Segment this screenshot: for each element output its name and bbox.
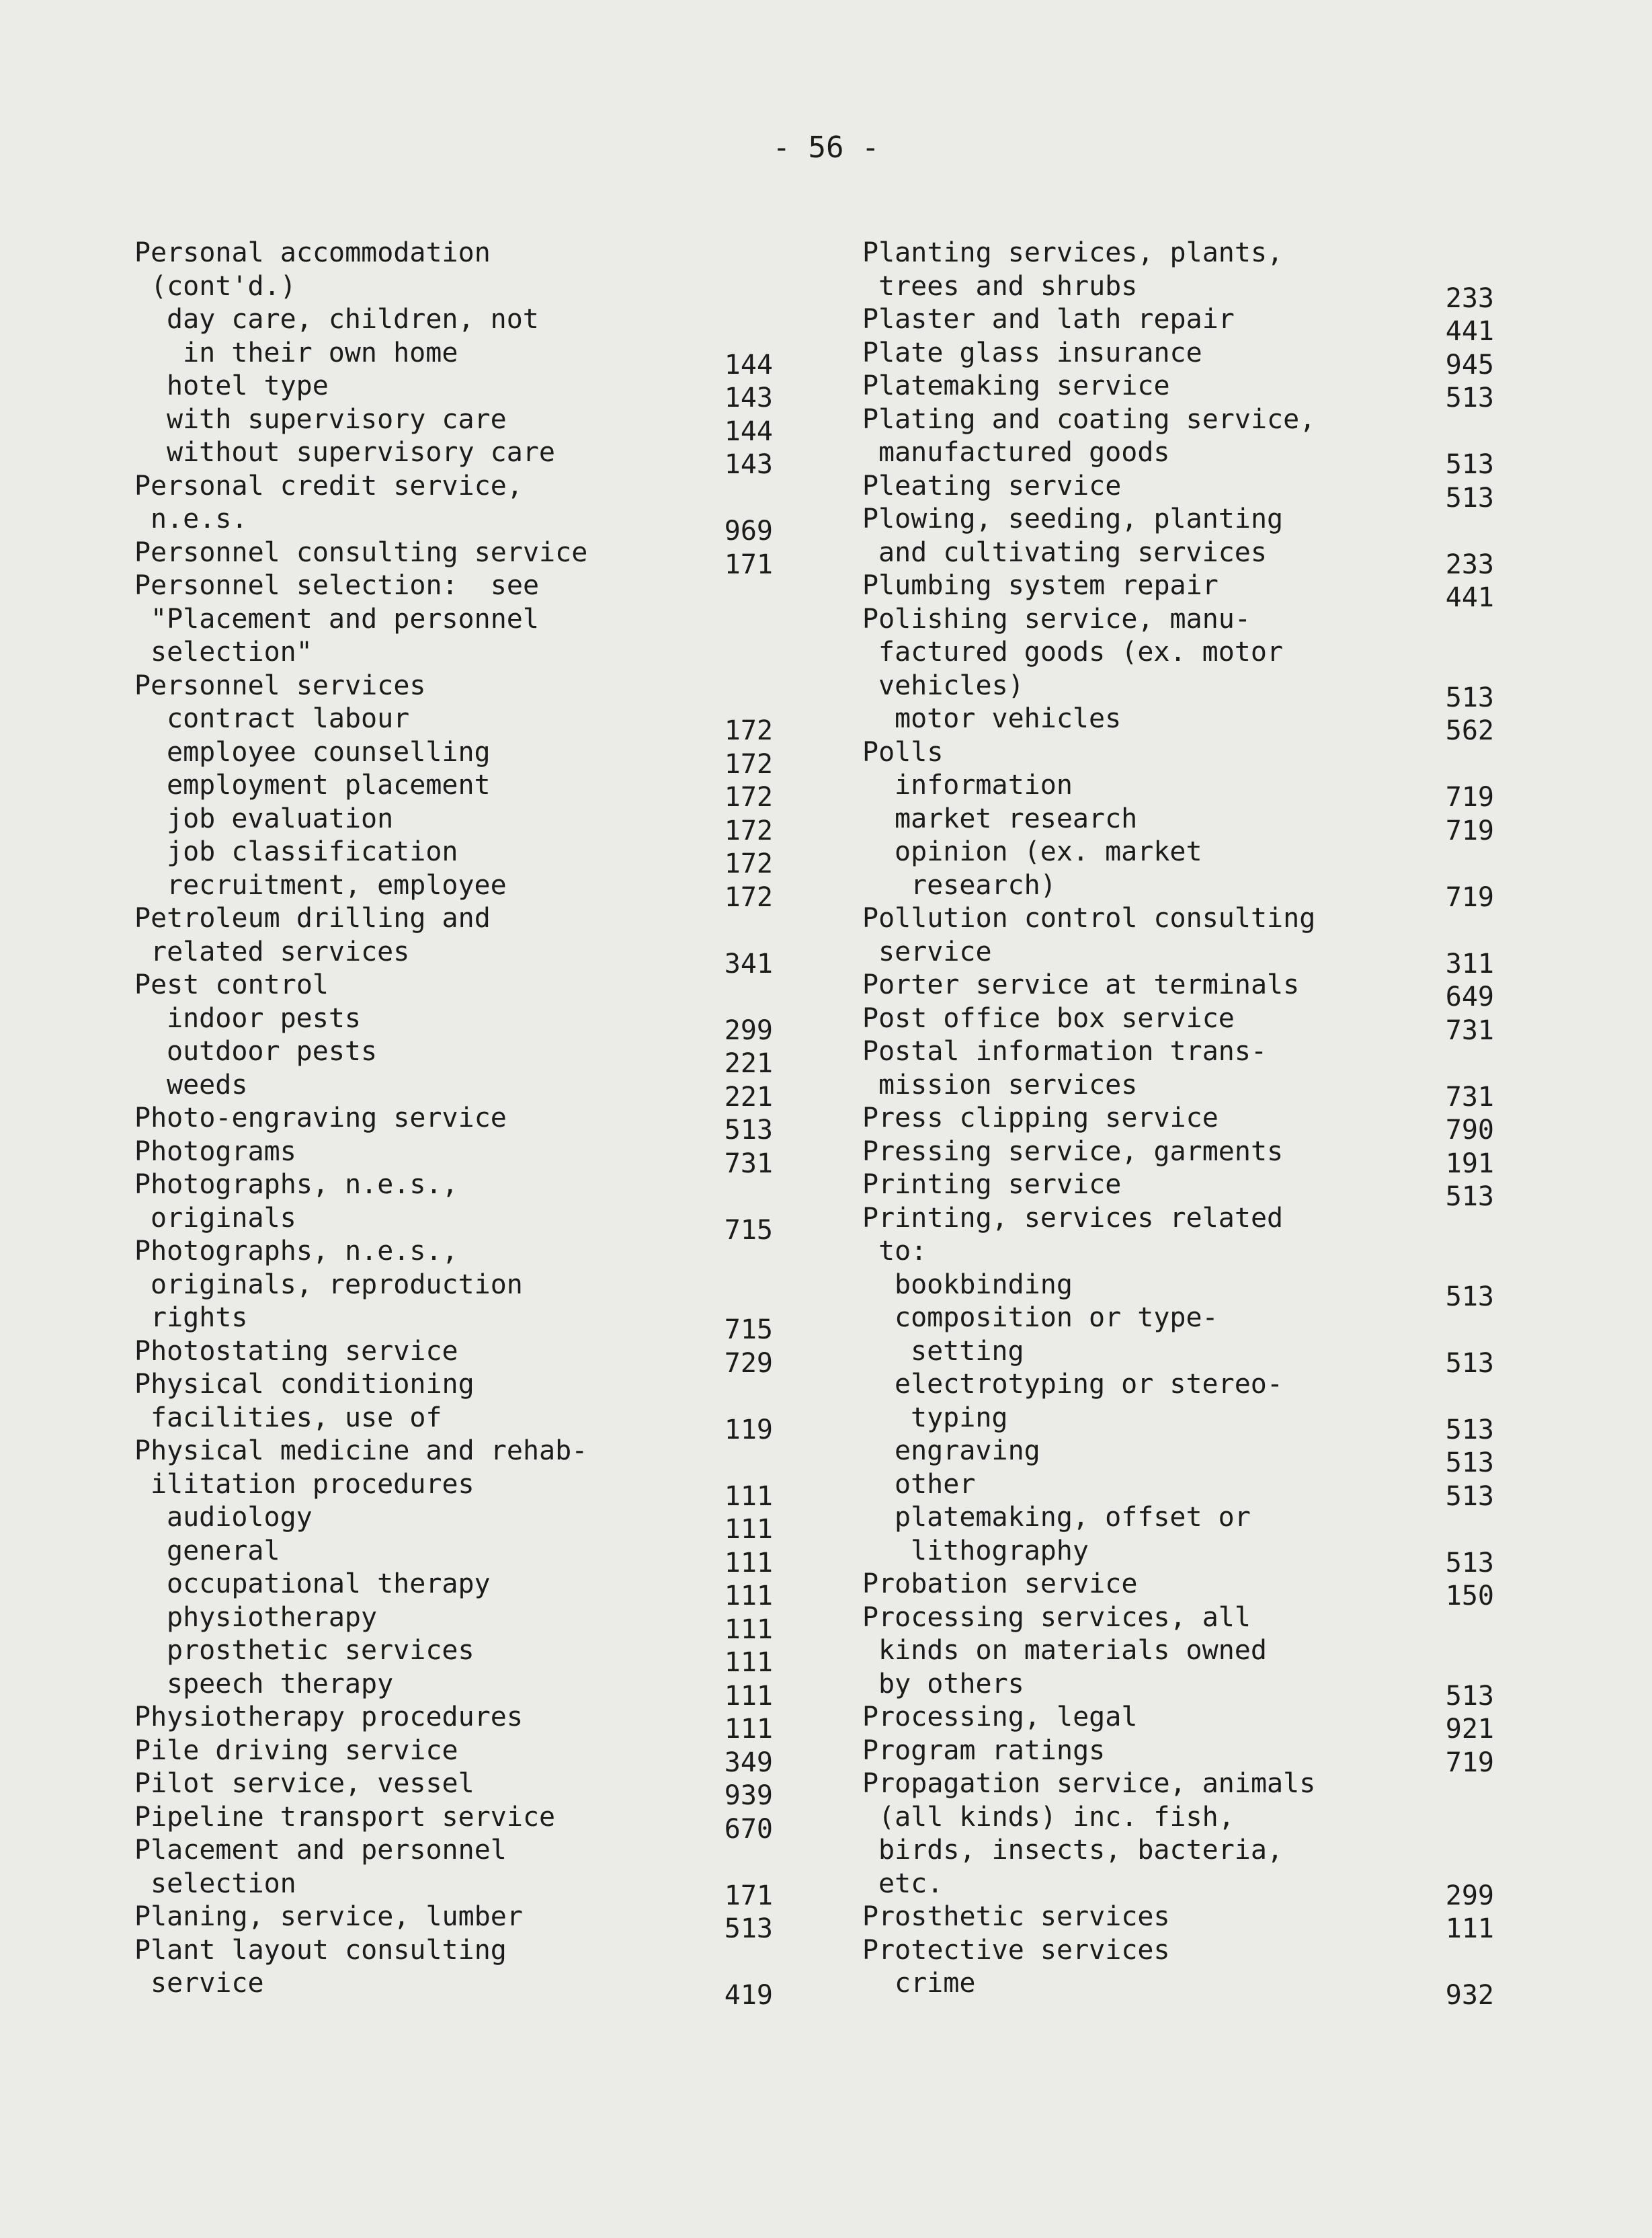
- index-entry: [862, 503, 1508, 536]
- index-entry-text: Photostating service: [134, 1335, 458, 1367]
- index-entry-text: physiotherapy: [167, 1601, 378, 1633]
- index-entry: [134, 1634, 780, 1678]
- index-entry: [862, 270, 1508, 314]
- index-entry: [134, 1335, 780, 1379]
- index-entry-text: recruitment, employee: [167, 869, 507, 901]
- index-entry-text: setting: [911, 1335, 1024, 1367]
- index-entry-text: Porter service at terminals: [862, 969, 1300, 1000]
- index-entry-code: 649: [1445, 982, 1494, 1012]
- index-entry: [862, 1868, 1508, 1911]
- index-entry-text: Plaster and lath repair: [862, 304, 1235, 335]
- index-entry: [862, 1335, 1508, 1379]
- index-entry-text: platemaking, offset or: [895, 1502, 1251, 1533]
- index-entry-text: lithography: [911, 1535, 1089, 1566]
- index-entry-text: general: [167, 1535, 280, 1566]
- index-entry: [134, 1834, 780, 1868]
- index-entry: [134, 536, 780, 580]
- index-entry-text: and cultivating services: [878, 536, 1267, 568]
- index-entry-code: 111: [724, 1581, 773, 1611]
- index-entry-code: 172: [724, 815, 773, 846]
- index-entry-text: in their own home: [183, 337, 458, 368]
- index-entry-text: Pressing service, garments: [862, 1135, 1284, 1167]
- index-entry: [134, 1901, 780, 1944]
- index-entry-code: 299: [724, 1014, 773, 1046]
- index-entry-code: 969: [724, 516, 773, 547]
- index-entry-text: Platemaking service: [862, 370, 1170, 401]
- index-entry-text: with supervisory care: [167, 403, 507, 435]
- index-entry: [134, 1302, 780, 1345]
- index-entry-code: 299: [1445, 1880, 1494, 1911]
- index-entry-text: Postal information trans-: [862, 1036, 1268, 1067]
- index-entry-code: 513: [1445, 1480, 1494, 1512]
- index-entry: [134, 969, 780, 1002]
- index-entry-text: Probation service: [862, 1568, 1138, 1599]
- index-entry: [862, 1701, 1508, 1745]
- index-entry-text: occupational therapy: [167, 1568, 491, 1599]
- index-entry: [862, 803, 1508, 846]
- index-entry: [862, 237, 1508, 270]
- index-entry-text: ilitation procedures: [151, 1468, 474, 1500]
- index-entry-code: 513: [1445, 482, 1494, 514]
- index-entry-text: Personnel services: [134, 670, 426, 701]
- index-entry: [134, 1568, 780, 1611]
- index-entry: [134, 1734, 780, 1778]
- index-entry: [134, 1601, 780, 1645]
- index-entry: [862, 1967, 1508, 2011]
- index-entry-text: Personal credit service,: [134, 470, 523, 502]
- index-entry: [862, 936, 1508, 980]
- index-entry: [862, 769, 1508, 813]
- index-entry-text: Polls: [862, 736, 944, 768]
- index-entry: [862, 1002, 1508, 1046]
- index-entry-code: 150: [1445, 1581, 1494, 1611]
- index-entry-code: 111: [724, 1714, 773, 1745]
- index-entry: [862, 569, 1508, 613]
- index-entry-text: service: [151, 1968, 264, 1999]
- index-entry-code: 731: [724, 1148, 773, 1179]
- index-entry-text: Plowing, seeding, planting: [862, 504, 1284, 534]
- index-entry-code: 111: [724, 1613, 773, 1645]
- index-entry-text: Pipeline transport service: [134, 1801, 556, 1833]
- index-entry-code: 513: [1445, 1447, 1494, 1478]
- index-entry-text: mission services: [878, 1069, 1138, 1101]
- index-entry-text: Post office box service: [862, 1002, 1235, 1034]
- index-entry: [134, 1701, 780, 1745]
- index-entry: [134, 769, 780, 813]
- index-entry: [134, 1035, 780, 1079]
- index-entry-text: etc.: [878, 1868, 944, 1899]
- index-entry-code: 111: [1445, 1913, 1494, 1944]
- index-entry-text: manufactured goods: [878, 437, 1170, 468]
- index-entry-code: 513: [724, 1913, 773, 1944]
- index-entry-text: Printing, services related: [862, 1202, 1284, 1234]
- index-entry-text: market research: [895, 803, 1138, 834]
- index-entry-text: birds, insects, bacteria,: [878, 1835, 1284, 1866]
- index-entry-text: Personal accommodation: [134, 237, 491, 268]
- index-entry-code: 143: [724, 383, 773, 413]
- index-entry-text: opinion (ex. market: [895, 836, 1202, 867]
- index-entry-text: contract labour: [167, 703, 410, 734]
- index-entry: [862, 1601, 1508, 1635]
- index-entry: [862, 470, 1508, 514]
- index-entry: [862, 1901, 1508, 1944]
- index-entry-code: 719: [1445, 1747, 1494, 1778]
- index-entry: [862, 1767, 1508, 1801]
- index-entry-text: job evaluation: [167, 803, 394, 834]
- index-entry-text: Planing, service, lumber: [134, 1901, 523, 1932]
- index-entry-code: 172: [724, 782, 773, 813]
- index-entry-text: job classification: [167, 836, 458, 867]
- index-entry-code: 513: [1445, 1281, 1494, 1312]
- index-entry: [134, 902, 780, 936]
- index-entry-text: (cont'd.): [151, 270, 296, 302]
- index-entry-text: Pile driving service: [134, 1734, 458, 1766]
- index-entry-code: 731: [1445, 1014, 1494, 1046]
- index-entry: [862, 1501, 1508, 1535]
- index-entry-code: 119: [724, 1414, 773, 1445]
- index-entry: [134, 1435, 780, 1468]
- index-entry-code: 562: [1445, 715, 1494, 746]
- index-entry-text: to:: [878, 1236, 927, 1267]
- index-entry-text: selection": [151, 637, 313, 668]
- index-entry: [134, 1269, 780, 1302]
- index-entry: [862, 436, 1508, 480]
- index-entry-text: Pleating service: [862, 470, 1122, 502]
- index-entry: [134, 603, 780, 637]
- index-entry-text: service: [878, 936, 992, 967]
- index-entry-text: crime: [895, 1968, 976, 1999]
- index-entry-code: 311: [1445, 948, 1494, 980]
- index-entry-code: 171: [724, 549, 773, 580]
- index-entry-text: day care, children, not: [167, 304, 539, 335]
- index-entry-text: Photo-engraving service: [134, 1103, 507, 1133]
- index-entry-text: Planting services, plants,: [862, 237, 1284, 268]
- index-entry: [862, 1435, 1508, 1478]
- page-number: - 56 -: [772, 130, 880, 165]
- index-entry: [134, 337, 780, 381]
- index-entry-text: Plating and coating service,: [862, 403, 1316, 435]
- index-entry-code: 221: [724, 1081, 773, 1113]
- index-entry-code: 143: [724, 449, 773, 480]
- index-entry-text: Pilot service, vessel: [134, 1768, 474, 1799]
- index-entry-text: research): [911, 869, 1057, 901]
- index-entry-text: Processing services, all: [862, 1601, 1251, 1633]
- index-entry-text: Placement and personnel: [134, 1835, 507, 1866]
- index-entry-text: facilities, use of: [151, 1402, 442, 1433]
- index-entry-text: weeds: [167, 1069, 248, 1101]
- index-entry: [134, 303, 780, 337]
- index-entry-text: indoor pests: [167, 1002, 361, 1034]
- index-entry-text: other: [895, 1468, 976, 1500]
- index-entry: [862, 869, 1508, 913]
- index-entry: [134, 1668, 780, 1712]
- index-entry-text: Prosthetic services: [862, 1901, 1170, 1932]
- index-entry: [862, 1302, 1508, 1335]
- index-entry-code: 513: [724, 1115, 773, 1146]
- index-entry-text: related services: [151, 936, 410, 967]
- index-entry-code: 513: [1445, 682, 1494, 713]
- index-entry-code: 715: [724, 1314, 773, 1345]
- index-entry: [134, 1801, 780, 1845]
- index-entry-text: Processing, legal: [862, 1702, 1138, 1732]
- index-entry-text: Press clipping service: [862, 1103, 1219, 1133]
- index-entry: [862, 1734, 1508, 1778]
- index-entry: [134, 803, 780, 846]
- index-entry-code: 349: [724, 1747, 773, 1778]
- index-entry-text: by others: [878, 1668, 1024, 1700]
- index-entry-text: motor vehicles: [895, 703, 1122, 734]
- index-entry-text: originals, reproduction: [151, 1269, 523, 1300]
- index-column-left: [134, 237, 780, 2011]
- index-column-right: [862, 237, 1508, 2011]
- index-entry: [134, 470, 780, 504]
- index-entry-text: (all kinds) inc. fish,: [878, 1801, 1235, 1833]
- index-entry: [134, 1168, 780, 1202]
- index-entry: [862, 1235, 1508, 1269]
- index-entry-code: 932: [1445, 1980, 1494, 2011]
- index-entry-text: Personnel selection: see: [134, 570, 540, 601]
- index-entry-code: 719: [1445, 782, 1494, 813]
- index-entry: [134, 503, 780, 547]
- index-entry-code: 790: [1445, 1115, 1494, 1146]
- index-entry-text: Pest control: [134, 969, 329, 1000]
- index-entry: [134, 1868, 780, 1911]
- index-entry-text: Photographs, n.e.s.,: [134, 1169, 458, 1200]
- index-entry: [862, 1135, 1508, 1179]
- index-entry-code: 513: [1445, 1347, 1494, 1379]
- index-entry-text: Plant layout consulting: [134, 1934, 507, 1966]
- index-entry-code: 191: [1445, 1148, 1494, 1179]
- index-entry: [134, 936, 780, 980]
- index-entry: [862, 603, 1508, 637]
- index-entry-code: 513: [1445, 1414, 1494, 1445]
- index-entry-code: 111: [724, 1547, 773, 1578]
- index-entry-code: 670: [724, 1813, 773, 1845]
- index-entry-text: Polishing service, manu-: [862, 603, 1251, 635]
- index-entry: [134, 1767, 780, 1811]
- index-entry: [862, 902, 1508, 936]
- index-entry-code: 172: [724, 715, 773, 746]
- index-entry-text: Protective services: [862, 1934, 1170, 1966]
- index-entry-text: rights: [151, 1302, 248, 1333]
- index-entry-text: outdoor pests: [167, 1036, 378, 1067]
- index-entry-code: 111: [724, 1480, 773, 1512]
- index-entry: [134, 636, 780, 670]
- index-entry-text: Printing service: [862, 1169, 1122, 1200]
- index-entry: [134, 370, 780, 413]
- index-entry-code: 945: [1445, 349, 1494, 381]
- index-entry: [862, 1202, 1508, 1236]
- index-entry: [134, 1402, 780, 1445]
- index-entry: [862, 1269, 1508, 1312]
- index-entry: [862, 1035, 1508, 1069]
- index-entry: [862, 303, 1508, 347]
- index-entry: [134, 1967, 780, 2011]
- index-entry-code: 513: [1445, 1181, 1494, 1212]
- index-entry: [862, 836, 1508, 869]
- index-entry-text: without supervisory care: [167, 437, 555, 468]
- index-entry-text: audiology: [167, 1502, 313, 1533]
- index-entry-code: 172: [724, 748, 773, 780]
- index-entry-text: electrotyping or stereo-: [895, 1369, 1283, 1400]
- index-entry-code: 441: [1445, 316, 1494, 347]
- index-entry: [862, 536, 1508, 580]
- index-entry: [134, 1135, 780, 1179]
- index-entry-text: bookbinding: [895, 1269, 1073, 1300]
- index-entry: [862, 1468, 1508, 1512]
- index-entry: [134, 436, 780, 480]
- index-entry-text: Pollution control consulting: [862, 903, 1316, 934]
- index-entry-code: 144: [724, 349, 773, 381]
- index-entry: [862, 670, 1508, 713]
- index-entry: [862, 370, 1508, 413]
- index-entry: [862, 969, 1508, 1012]
- index-entry: [134, 1535, 780, 1578]
- index-entry-code: 729: [724, 1347, 773, 1379]
- index-entry-code: 731: [1445, 1081, 1494, 1113]
- index-entry-text: Personnel consulting service: [134, 536, 588, 568]
- index-entry: [862, 1069, 1508, 1113]
- index-entry-code: 921: [1445, 1714, 1494, 1745]
- index-entry-code: 341: [724, 948, 773, 980]
- index-entry: [862, 703, 1508, 746]
- index-entry-text: trees and shrubs: [878, 270, 1138, 302]
- index-entry: [134, 1235, 780, 1269]
- index-entry: [134, 270, 780, 304]
- index-entry-text: originals: [151, 1202, 296, 1234]
- index-entry: [134, 1501, 780, 1545]
- index-entry: [862, 1934, 1508, 1968]
- index-entry-code: 441: [1445, 582, 1494, 613]
- index-entry-text: employment placement: [167, 770, 491, 801]
- index-entry: [134, 1069, 780, 1113]
- index-entry-text: Plate glass insurance: [862, 337, 1202, 368]
- index-entry-text: engraving: [895, 1435, 1040, 1466]
- index-entry-code: 171: [724, 1880, 773, 1911]
- index-entry-code: 419: [724, 1980, 773, 2011]
- index-entry: [134, 569, 780, 603]
- index-entry-text: selection: [151, 1868, 296, 1899]
- index-entry-code: 513: [1445, 1547, 1494, 1578]
- index-entry: [134, 869, 780, 913]
- index-entry-text: Physical conditioning: [134, 1369, 474, 1400]
- index-entry: [862, 736, 1508, 770]
- index-entry-code: 221: [724, 1048, 773, 1079]
- index-entry: [862, 1535, 1508, 1578]
- index-entry-code: 513: [1445, 449, 1494, 480]
- index-entry-text: kinds on materials owned: [878, 1635, 1267, 1666]
- index-entry: [862, 1634, 1508, 1668]
- index-entry: [134, 736, 780, 780]
- index-entry-code: 233: [1445, 549, 1494, 580]
- index-entry-text: speech therapy: [167, 1668, 394, 1700]
- index-entry: [134, 836, 780, 879]
- index-entry: [134, 703, 780, 746]
- index-entry-code: 172: [724, 881, 773, 913]
- index-entry-text: Physiotherapy procedures: [134, 1702, 523, 1732]
- index-entry-code: 513: [1445, 1680, 1494, 1712]
- index-entry: [862, 636, 1508, 670]
- index-entry-code: 719: [1445, 881, 1494, 913]
- index-entry-text: Photograms: [134, 1135, 296, 1167]
- index-entry-text: typing: [911, 1402, 1008, 1433]
- index-entry-text: Physical medicine and rehab-: [134, 1435, 588, 1466]
- index-entry-text: Propagation service, animals: [862, 1768, 1316, 1799]
- index-entry-text: vehicles): [878, 670, 1024, 701]
- index-entry-code: 172: [724, 848, 773, 879]
- index-entry-code: 513: [1445, 383, 1494, 413]
- index-entry: [862, 1168, 1508, 1212]
- index-entry: [134, 237, 780, 270]
- index-entry-code: 144: [724, 415, 773, 447]
- index-entry-text: information: [895, 770, 1073, 801]
- index-entry-code: 233: [1445, 282, 1494, 314]
- index-entry: [862, 403, 1508, 437]
- index-entry-code: 111: [724, 1680, 773, 1712]
- index-entry: [862, 1368, 1508, 1402]
- index-entry: [134, 1202, 780, 1246]
- index-entry: [862, 1568, 1508, 1611]
- index-entry: [134, 1102, 780, 1146]
- index-entry-text: n.e.s.: [151, 504, 248, 534]
- index-entry-text: Photographs, n.e.s.,: [134, 1236, 458, 1267]
- index-entry-text: Plumbing system repair: [862, 570, 1219, 601]
- index-entry: [862, 1102, 1508, 1146]
- index-entry-code: 939: [724, 1780, 773, 1811]
- index-entry: [862, 337, 1508, 381]
- index-entry-text: factured goods (ex. motor: [878, 637, 1284, 668]
- index-entry-text: composition or type-: [895, 1302, 1219, 1333]
- index-entry: [134, 1002, 780, 1046]
- index-entry: [862, 1834, 1508, 1868]
- index-entry-text: hotel type: [167, 370, 329, 401]
- index-entry-text: prosthetic services: [167, 1635, 474, 1666]
- index-entry-text: employee counselling: [167, 736, 491, 768]
- index-entry: [134, 1934, 780, 1968]
- index-entry: [134, 1368, 780, 1402]
- index-entry: [134, 403, 780, 447]
- index-entry-code: 111: [724, 1647, 773, 1678]
- index-entry-code: 715: [724, 1214, 773, 1246]
- index-entry: [862, 1402, 1508, 1445]
- index-entry: [862, 1668, 1508, 1712]
- index-entry-text: Petroleum drilling and: [134, 903, 491, 934]
- index-entry-code: 111: [724, 1514, 773, 1545]
- index-entry-code: 719: [1445, 815, 1494, 846]
- index-entry-text: "Placement and personnel: [151, 603, 539, 635]
- index-entry-text: Program ratings: [862, 1734, 1106, 1766]
- index-entry: [134, 1468, 780, 1512]
- index-entry: [134, 670, 780, 703]
- index-entry: [862, 1801, 1508, 1835]
